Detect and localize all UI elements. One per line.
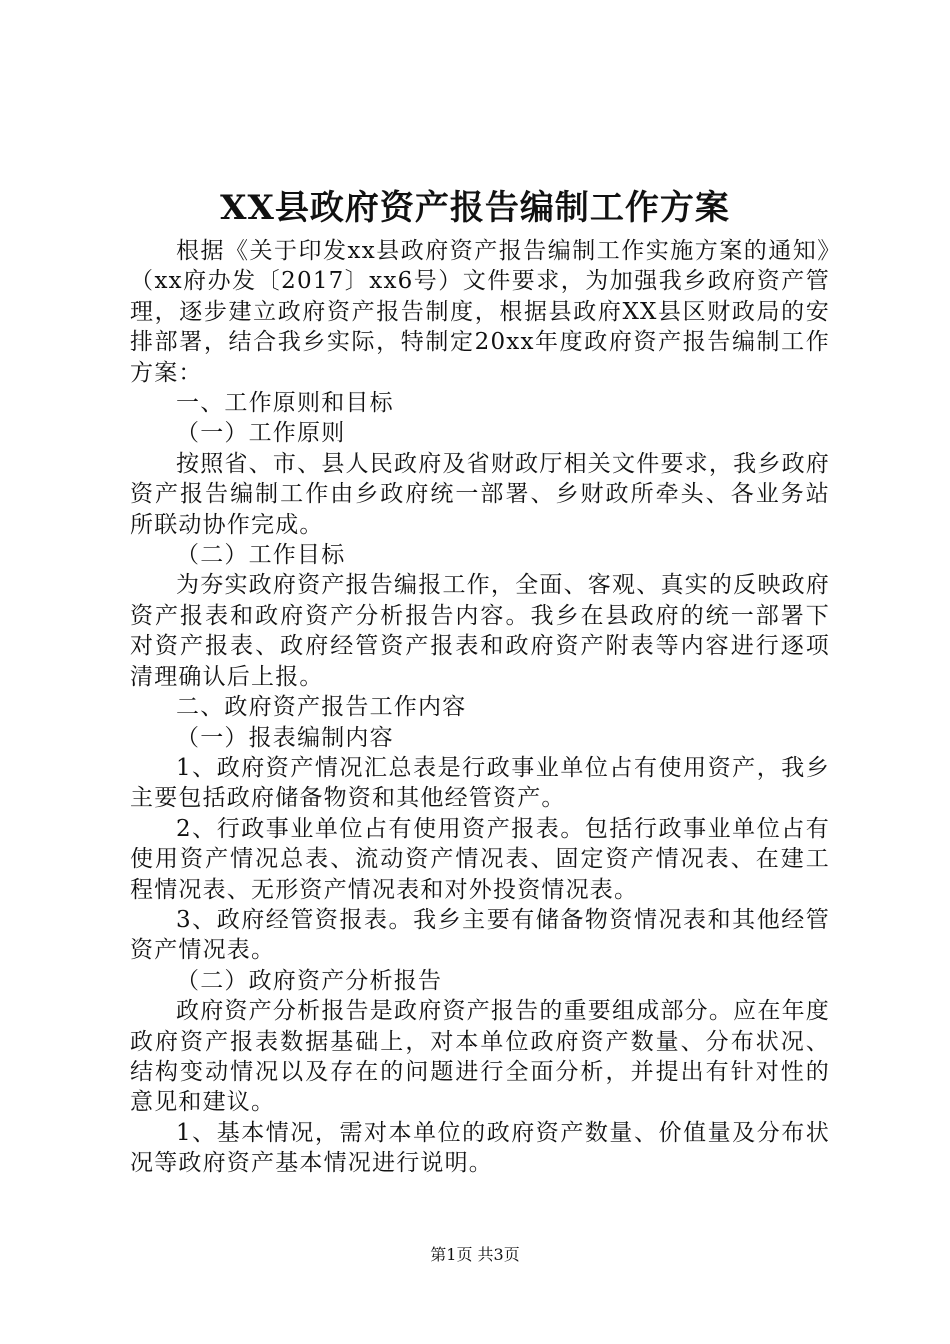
section-heading-1: 一、工作原则和目标: [176, 390, 394, 417]
subsection-heading-1-1: （一）工作原则: [176, 420, 346, 447]
list-item-1: 1、政府资产情况汇总表是行政事业单位占有使用资产，我乡主要包括政府储备物资和其他经管资产。: [130, 754, 830, 812]
section-heading-2: 二、政府资产报告工作内容: [176, 694, 467, 721]
intro-paragraph: 根据《关于印发xx县政府资产报告编制工作实施方案的通知》（xx府办发〔2017〕xx6号）文件要求，为加强我乡政府资产管理，逐步建立政府资产报告制度，根据县政府XX县区财政局的安排部署，结合我乡实际，特制定20xx年度政府资产报告编制工作方案：: [130, 238, 830, 386]
subsection-heading-1-2: （二）工作目标: [176, 542, 346, 569]
paragraph-goals: 为夯实政府资产报告编报工作，全面、客观、真实的反映政府资产报表和政府资产分析报告内容。我乡在县政府的统一部署下对资产报表、政府经管资产报表和政府资产附表等内容进行逐项清理确认后上报。: [130, 572, 830, 690]
list-item-3: 3、政府经管资报表。我乡主要有储备物资情况表和其他经管资产情况表。: [130, 906, 830, 964]
page-footer: 第1页 共3页: [430, 1245, 520, 1264]
paragraph-principles: 按照省、市、县人民政府及省财政厅相关文件要求，我乡政府资产报告编制工作由乡政府统一部署、乡财政所牵头、各业务站所联动协作完成。: [130, 450, 830, 538]
list-item-2: 2、行政事业单位占有使用资产报表。包括行政事业单位占有使用资产情况总表、流动资产情况表、固定资产情况表、在建工程情况表、无形资产情况表和对外投资情况表。: [130, 815, 830, 903]
paragraph-analysis: 政府资产分析报告是政府资产报告的重要组成部分。应在年度政府资产报表数据基础上，对本单位政府资产数量、分布状况、结构变动情况以及存在的问题进行全面分析，并提出有针对性的意见和建议。: [130, 998, 830, 1116]
document-title: XX县政府资产报告编制工作方案: [220, 188, 730, 228]
subsection-heading-2-1: （一）报表编制内容: [176, 724, 394, 751]
subsection-heading-2-2: （二）政府资产分析报告: [176, 967, 443, 994]
list-item-analysis-1: 1、基本情况，需对本单位的政府资产数量、价值量及分布状况等政府资产基本情况进行说明。: [130, 1119, 830, 1177]
document-body: [130, 236, 830, 1179]
